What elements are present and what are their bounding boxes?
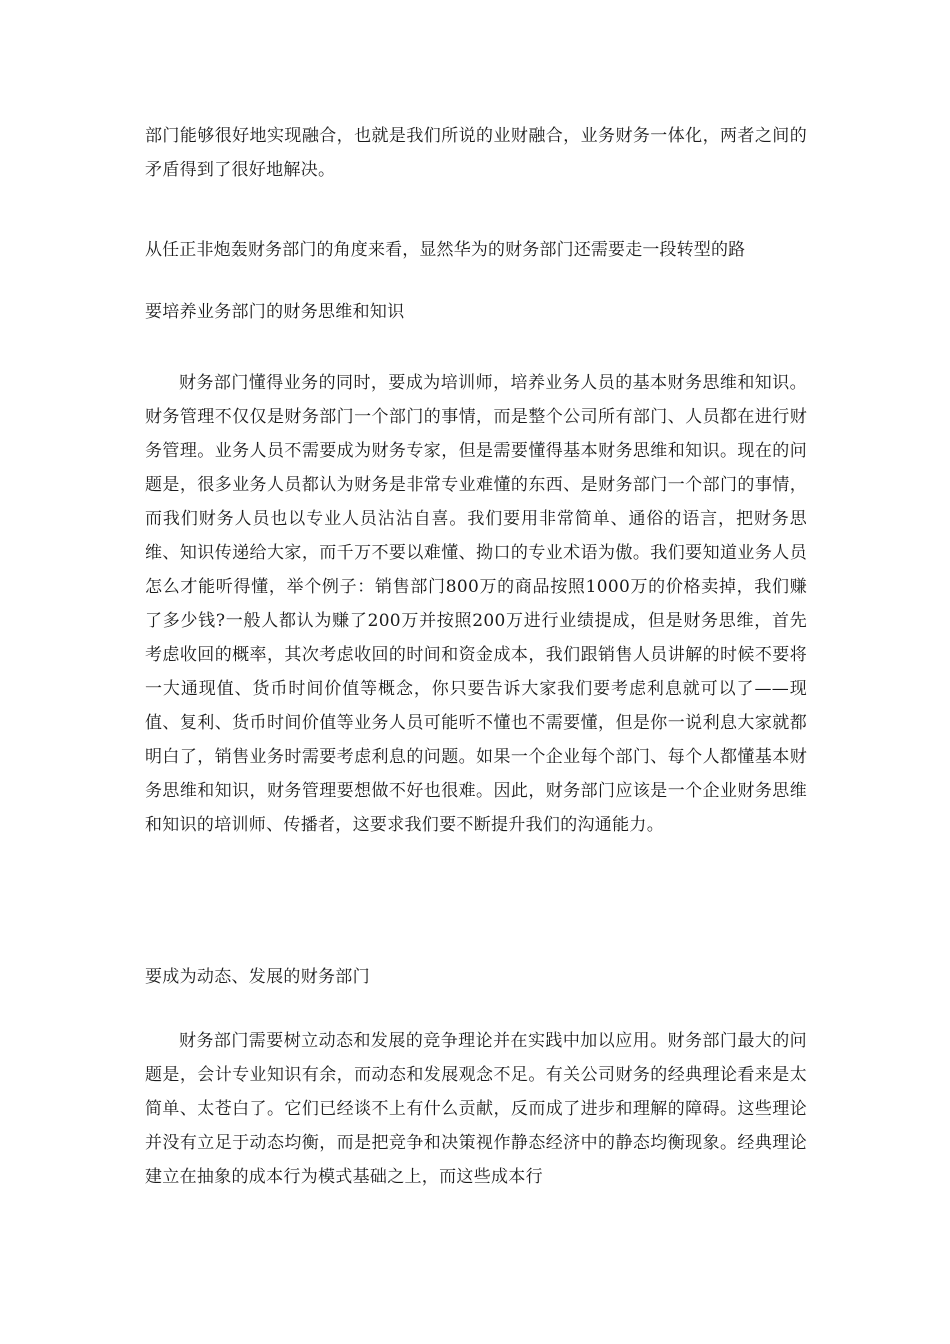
intro-paragraph: 部门能够很好地实现融合，也就是我们所说的业财融合，业务财务一体化，两者之间的矛盾得到了很好地解决。 xyxy=(145,126,807,180)
finance-thinking-paragraph: 财务部门懂得业务的同时，要成为培训师，培养业务人员的基本财务思维和知识。财务管理不仅仅是财务部门一个部门的事情，而是整个公司所有部门、人员都在进行财务管理。业务人员不需要成为财务专家，但是需要懂得基本财务思维和知识。现在的问题是，很多业务人员都认为财务是非常专业难懂的东西、是财务部门一个部门的事情，而我们财务人员也以专业人员沾沾自喜。我们要用非常简单、通俗的语言，把财务思维、知识传递给大家，而千万不要以难懂、拗口的专业术语为傲。我们要知道业务人员怎么才能听得懂，举个例子：销售部门800万的商品按照1000万的价格卖掉，我们赚了多少钱?一般人都认为赚了200万并按照200万进行业绩提成，但是财务思维，首先考虑收回的概率，其次考虑收回的时间和资金成本，我们跟销售人员讲解的时候不要将一大通现值、货币时间价值等概念，你只要告诉大家我们要考虑利息就可以了——现值、复利、货币时间价值等业务人员可能听不懂也不需要懂，但是你一说利息大家就都明白了，销售业务时需要考虑利息的问题。如果一个企业每个部门、每个人都懂基本财务思维和知识，财务管理要想做不好也很难。因此，财务部门应该是一个企业财务思维和知识的培训师、传播者，这要求我们要不断提升我们的沟通能力。 xyxy=(145,373,807,835)
section-heading-finance-thinking: 要培养业务部门的财务思维和知识 xyxy=(145,302,405,322)
dynamic-finance-paragraph: 财务部门需要树立动态和发展的竞争理论并在实践中加以应用。财务部门最大的问题是，会计专业知识有余，而动态和发展观念不足。有关公司财务的经典理论看来是太简单、太苍白了。它们已经谈不上有什么贡献，反而成了进步和理解的障碍。这些理论并没有立足于动态均衡，而是把竞争和决策视作静态经济中的静态均衡现象。经典理论建立在抽象的成本行为模式基础之上，而这些成本行 xyxy=(145,1031,807,1187)
ren-zhengfei-line: 从任正非炮轰财务部门的角度来看，显然华为的财务部门还需要走一段转型的路 xyxy=(145,240,746,260)
section-heading-dynamic-finance: 要成为动态、发展的财务部门 xyxy=(145,967,370,987)
